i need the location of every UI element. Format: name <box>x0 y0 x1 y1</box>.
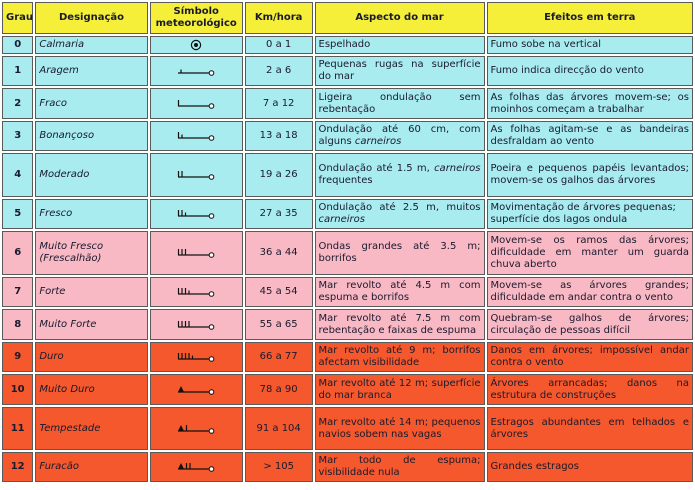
designacao-cell: Calmaria <box>35 36 147 54</box>
simbolo-cell <box>150 452 243 482</box>
designacao-cell: Tempestade <box>35 407 147 450</box>
grau-cell: 8 <box>2 309 33 340</box>
designacao-cell: Muito Duro <box>35 374 147 405</box>
table-row <box>2 342 693 372</box>
kmh-cell: 66 a 77 <box>245 342 313 372</box>
efeitos-cell: Fumo sobe na vertical <box>487 36 693 54</box>
kmh-cell: 45 a 54 <box>245 277 313 307</box>
kmh-cell: 36 a 44 <box>245 231 313 275</box>
efeitos-cell: As folhas das árvores movem-se; os moinhos começam a trabalhar <box>487 88 693 119</box>
table-row <box>2 121 693 151</box>
grau-cell: 3 <box>2 121 33 151</box>
wind-barb-2-icon <box>176 169 216 181</box>
designacao-cell: Bonançoso <box>35 121 147 151</box>
kmh-cell: 7 a 12 <box>245 88 313 119</box>
calm-circle-icon <box>189 39 203 51</box>
wind-barb-2-half-icon <box>176 208 216 220</box>
wind-barb-4-icon <box>176 319 216 331</box>
simbolo-cell <box>150 231 243 275</box>
header-grau: Grau <box>2 2 33 34</box>
designacao-cell: Muito Forte <box>35 309 147 340</box>
table-row <box>2 407 693 450</box>
header-row <box>2 2 693 34</box>
designacao-cell: Muito Fresco (Frescalhão) <box>35 231 147 275</box>
simbolo-cell <box>150 153 243 197</box>
efeitos-cell: Fumo indica direcção do vento <box>487 56 693 86</box>
efeitos-cell: Danos em árvores; impossível andar contra o vento <box>487 342 693 372</box>
wind-barb-half-icon <box>176 65 216 77</box>
aspecto-italic: carneiros <box>318 214 365 225</box>
header-kmh: Km/hora <box>245 2 313 34</box>
aspecto-cell <box>315 199 485 229</box>
table-row <box>2 56 693 86</box>
aspecto-cell: Mar revolto até 12 m; superfície do mar branca <box>315 374 485 405</box>
table-row <box>2 199 693 229</box>
grau-cell: 6 <box>2 231 33 275</box>
efeitos-cell: Grandes estragos <box>487 452 693 482</box>
efeitos-cell: Movimentação de árvores pequenas; superfície dos lagos ondula <box>487 199 693 229</box>
designacao-cell: Moderado <box>35 153 147 197</box>
kmh-cell: 91 a 104 <box>245 407 313 450</box>
aspecto-cell: Pequenas rugas na superfície do mar <box>315 56 485 86</box>
aspecto-cell: Mar revolto até 14 m; pequenos navios sobem nas vagas <box>315 407 485 450</box>
aspecto-cell: Mar revolto até 7.5 m com rebentação e faixas de espuma <box>315 309 485 340</box>
designacao-cell: Forte <box>35 277 147 307</box>
grau-cell: 10 <box>2 374 33 405</box>
simbolo-cell <box>150 342 243 372</box>
designacao-cell: Furacão <box>35 452 147 482</box>
efeitos-cell: Movem-se os ramos das árvores; dificuldade em manter um guarda chuva aberto <box>487 231 693 275</box>
efeitos-cell: Quebram-se galhos de árvores; circulação de pessoas difícil <box>487 309 693 340</box>
grau-cell: 1 <box>2 56 33 86</box>
table-row <box>2 277 693 307</box>
table-row <box>2 88 693 119</box>
table-row <box>2 374 693 405</box>
grau-cell: 12 <box>2 452 33 482</box>
table-row <box>2 309 693 340</box>
efeitos-cell: As folhas agitam-se e as bandeiras desfraldam ao vento <box>487 121 693 151</box>
kmh-cell: 78 a 90 <box>245 374 313 405</box>
wind-barb-pennant-2-icon <box>176 461 216 473</box>
aspecto-text-end: frequentes <box>318 175 373 186</box>
designacao-cell: Duro <box>35 342 147 372</box>
aspecto-italic: carneiros <box>354 136 402 147</box>
simbolo-cell <box>150 56 243 86</box>
designacao-cell: Fraco <box>35 88 147 119</box>
kmh-cell: 0 a 1 <box>245 36 313 54</box>
designacao-cell: Aragem <box>35 56 147 86</box>
aspecto-cell: Espelhado <box>315 36 485 54</box>
efeitos-cell: Movem-se as árvores grandes; dificuldade em andar contra o vento <box>487 277 693 307</box>
wind-barb-pennant-icon <box>176 384 216 396</box>
aspecto-text: Ondulação até 1.5 m, <box>318 163 435 174</box>
header-aspecto: Aspecto do mar <box>315 2 485 34</box>
simbolo-cell <box>150 407 243 450</box>
table-row <box>2 153 693 197</box>
kmh-cell: 19 a 26 <box>245 153 313 197</box>
aspecto-cell: Mar todo de espuma; visibilidade nula <box>315 452 485 482</box>
kmh-cell: 13 a 18 <box>245 121 313 151</box>
grau-cell: 5 <box>2 199 33 229</box>
aspecto-cell: Mar revolto até 9 m; borrifos afectam visibilidade <box>315 342 485 372</box>
grau-cell: 7 <box>2 277 33 307</box>
kmh-cell: 55 a 65 <box>245 309 313 340</box>
efeitos-cell: Árvores arrancadas; danos na estrutura de construções <box>487 374 693 405</box>
aspecto-italic: carneiros <box>434 163 481 174</box>
simbolo-cell <box>150 277 243 307</box>
grau-cell: 2 <box>2 88 33 119</box>
kmh-cell: 27 a 35 <box>245 199 313 229</box>
kmh-cell: 2 a 6 <box>245 56 313 86</box>
header-simbolo: Símbolo meteorológico <box>150 2 243 34</box>
aspecto-cell <box>315 153 485 197</box>
designacao-cell: Fresco <box>35 199 147 229</box>
aspecto-cell: Ondas grandes até 3.5 m; borrifos <box>315 231 485 275</box>
aspecto-cell: Mar revolto até 4.5 m com espuma e borrifos <box>315 277 485 307</box>
wind-barb-pennant-1-icon <box>176 423 216 435</box>
simbolo-cell <box>150 374 243 405</box>
simbolo-cell <box>150 121 243 151</box>
wind-barb-3-icon <box>176 247 216 259</box>
wind-barb-1-half-icon <box>176 130 216 142</box>
wind-barb-4-half-icon <box>176 351 216 363</box>
grau-cell: 4 <box>2 153 33 197</box>
aspecto-text: Ondulação até 60 cm, com alguns <box>318 124 481 147</box>
simbolo-cell <box>150 36 243 54</box>
simbolo-cell <box>150 309 243 340</box>
table-row <box>2 231 693 275</box>
wind-barb-3-half-icon <box>176 286 216 298</box>
table-row <box>2 36 693 54</box>
table-row <box>2 452 693 482</box>
grau-cell: 11 <box>2 407 33 450</box>
aspecto-cell <box>315 121 485 151</box>
aspecto-cell: Ligeira ondulação sem rebentação <box>315 88 485 119</box>
grau-cell: 9 <box>2 342 33 372</box>
simbolo-cell <box>150 199 243 229</box>
kmh-cell: > 105 <box>245 452 313 482</box>
grau-cell: 0 <box>2 36 33 54</box>
header-efeitos: Efeitos em terra <box>487 2 693 34</box>
simbolo-cell <box>150 88 243 119</box>
aspecto-text: Ondulação até 2.5 m, muitos <box>318 202 481 213</box>
header-designacao: Designação <box>35 2 147 34</box>
efeitos-cell: Poeira e pequenos papéis levantados; movem-se os galhos das árvores <box>487 153 693 197</box>
wind-barb-1-icon <box>176 98 216 110</box>
efeitos-cell: Estragos abundantes em telhados e árvores <box>487 407 693 450</box>
